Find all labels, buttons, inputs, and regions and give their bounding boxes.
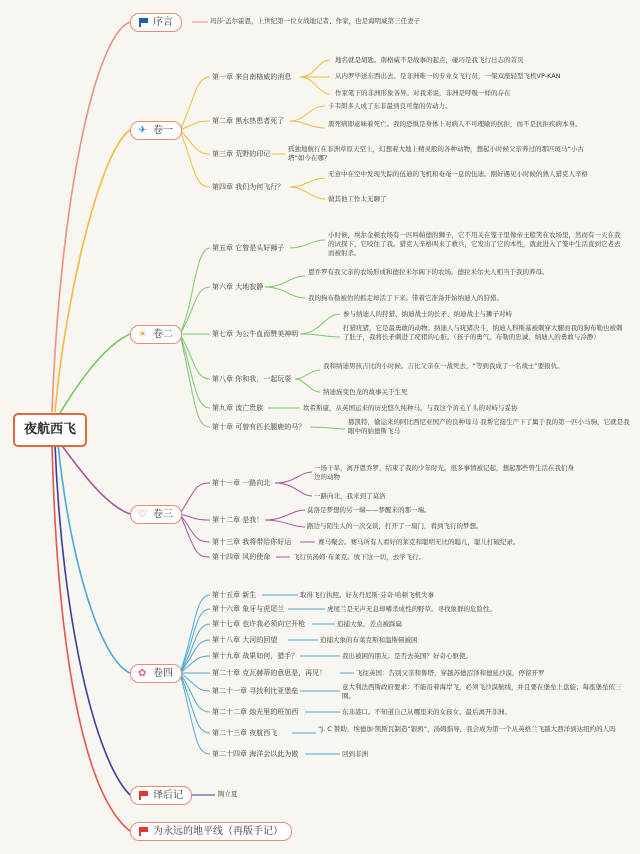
chapter-20[interactable]: 第二十章 克瓦赫蒂的意思是，再见！ [212,669,327,677]
afterword-note: 陶立夏 [218,790,238,798]
chapter-3-note-1: 孤独地航行在非洲草原天空上，幻想着大地上精灵般的各种动物，想起小时候父亲养过的那匹斑马“小古塔”如今在哪？ [288,145,584,162]
paper-plane-icon: ✈ [138,125,147,136]
chapter-23-note-1: “J. C 赞助，埃德加·凯斯瓦制造“银鸥”，汤姆指导，我会成为第一个从英格兰飞越大西洋到达纽约的人吗 [318,725,616,733]
volume-4-node[interactable] [130,664,182,683]
preface-label: 序言 [153,17,173,28]
chapter-9-note-1: 坎希斯康，从英国运来的历史悠久纯种马。与我这个黄毛丫头的对峙与妥协 [303,404,518,412]
volume-3-label: 卷三 [153,509,173,520]
chapter-6-note-2: 我的狗布勒被豹的抓走却活了下来。带着它准备开始纳迪人的狩猎。 [308,294,503,302]
chapter-4[interactable]: 第四章 我们为何飞行？ [212,183,285,191]
chapter-7-note-1: 参与纳迪人的狩猎、纳迪战士的长矛、纳迪战士与狮子对峙 [343,310,512,318]
chapter-4-note-1: 无意中在空中发现失踪的伍迪的飞机和奄奄一息的伍迪。刚好遇见小时候的熟人猎克人辛格 [328,170,588,178]
chapter-5[interactable]: 第五章 它曾是头好狮子 [212,244,285,252]
chapter-24-note-1: 回到非洲 [342,750,368,758]
chapter-1-note-2: 从内罗毕送东西出去。是非洲唯一的专业女飞行员，一架双座轻型飞机VP-KAN [335,72,561,80]
volume-3-node[interactable] [130,505,182,524]
chapter-6-note-1: 恩乔罗有我父亲的农场形成和德拉米尔阁下的农场。德拉米尔夫人相当于我的养母。 [308,268,549,276]
chapter-8[interactable]: 第八章 你和我，一起玩耍 [212,375,292,383]
root-title[interactable]: 夜航西飞 [13,413,87,447]
volume-2-label: 卷二 [153,329,173,340]
chapter-14[interactable]: 第十四章 风的使命 [212,553,271,561]
chapter-2[interactable]: 第二章 黑水热患者死了 [212,117,285,125]
chapter-10-note-1: 篡凯特，偷运来的阿比西尼亚国产的良种母马 我帮它接生产下了属于我的第一匹小马驹，它就是我眼中的始德斯飞马 [348,418,630,435]
chapter-14-note-1: 飞行员汤姆·布莱克。放下这一切，去学飞行。 [293,553,426,561]
chapter-5-note-1: 小时候，埃尔金顿农场有一匹叫帕德的狮子，它不用关在笼子里像帝王般笑在农场里，然而有一天在我的试探下，它咬住了我。猎克人辛格叫来了救兵，它发出了它的本性，就此进入了笼中生活直到它老去而被射杀。 [328,231,621,257]
flower-icon: ✿ [138,668,147,679]
chapter-11[interactable]: 第十一章 一路向北 [212,479,271,487]
chapter-17-note-1: 追捕大象，差点被踩扁 [337,620,402,628]
chapter-7-note-2: 打猎疣猪，它是最勇敢的动物。纳迪人与疣猪决斗，纳迪人科斯基被刺穿大腿而我的狗布勒也被刺了肚子，我将长矛刺进了疣猪的心脏。（孩子的勇气、布勒的忠诚、纳迪人的勇敢与冷静） [343,324,623,341]
preface-node[interactable] [130,13,182,32]
volume-2-node[interactable] [130,325,182,344]
heart-icon: ♡ [138,509,147,520]
chapter-16[interactable]: 第十六章 象牙与虎尾兰 [212,605,285,613]
chapter-18-note-1: 追捕大象的布莱克斯和温斯顿被困 [320,636,418,644]
chapter-15[interactable]: 第十五章 新生 [212,591,257,599]
chapter-10[interactable]: 第十章 可曾有匹长腿鹿的马？ [212,423,306,431]
chapter-1-note-1: 地名就是胡匙。南格威不是故事的起点，碰巧是我飞行日志的首页 [335,56,524,64]
chapter-12[interactable]: 第十二章 是我！ [212,516,264,524]
chapter-9[interactable]: 第九章 流亡贵族 [212,404,264,412]
chapter-12-note-2: 路边与陌生人的一次交谈，打开了一扇门，看到飞行的梦想。 [307,522,483,530]
volume-4-label: 卷四 [153,668,173,679]
volume-1-node[interactable] [130,121,182,140]
flag-icon [139,827,148,835]
chapter-21[interactable]: 第二十一章 寻找利比亚堡垒 [212,687,299,695]
preface-note: 玛莎·盖尔霍恩，上世纪第一位女战地记者、作家，也是海明威第三任妻子 [210,17,421,25]
chapter-16-note-1: 虎尾兰是无声无息却嗜杀成性的野草。寻找象群的危险性。 [327,605,496,613]
chapter-18[interactable]: 第十八章 大河的回望 [212,636,278,644]
chapter-24[interactable]: 第二十四章 海洋会以此为傲 [212,750,299,758]
chapter-15-note-1: 取得飞行执照。好友丹尼斯·芬奇·哈顿飞机失事 [300,591,435,599]
chapter-7[interactable]: 第七章 为公牛血而赞美神明 [212,330,299,338]
chapter-11-note-1: 一场干旱，离开恩乔罗，结束了我的少年时光。很多事情被记起，想起那些曾生活在我们身边的动物 [314,464,574,481]
flag-icon [139,18,148,26]
chapter-21-note-1: 意大利法西斯政府要求：不能沿着海岸飞，必须飞沙漠航线，并且要在堡垒上盘旋；每座堡垒依三圈。 [342,683,622,700]
chapter-22[interactable]: 第二十二章 烛光里的班加西 [212,708,299,716]
epilogue-label: 为永远的地平线（再版手记） [153,826,283,837]
chapter-12-note-1: 莫洛是梦想的另一端——梦醒来的那一端。 [307,506,431,514]
afterword-node[interactable] [130,786,192,805]
chapter-17[interactable]: 第十七章 也许我必须向它开枪 [212,620,306,628]
chapter-23[interactable]: 第二十三章 夜航西飞 [212,729,278,737]
chapter-1[interactable]: 第一章 来自南格威的消息 [212,73,292,81]
chapter-19[interactable]: 第十九章 战果如何，猎手？ [212,652,299,660]
chapter-3[interactable]: 第三章 荒野的印记 [212,150,271,158]
flag-icon [139,791,148,799]
chapter-8-note-2: 纳迪族变色龙的故事关于生死 [323,388,408,396]
chapter-1-note-3: 作家笔下的非洲形象各异。对我来说，非洲是呼吸一样的存在 [335,89,511,97]
sun-icon: ☀ [138,329,147,340]
epilogue-node[interactable] [130,822,292,841]
volume-1-label: 卷一 [153,125,173,136]
chapter-19-note-1: 我出被困的朋友。是否去英国？好奇心驱使。 [342,652,472,660]
chapter-4-note-2: 做其他工作太无聊了 [328,195,387,203]
chapter-13-note-1: 赛马聚会。赛马所有人看好的莱克和聪明无比的聪儿，聪儿打破纪录。 [318,538,520,546]
chapter-13[interactable]: 第十三章 我将带给你好运 [212,538,292,546]
chapter-11-note-2: 一路向北，我来到了莫洛 [314,492,386,500]
afterword-label: 译后记 [153,790,183,801]
chapter-2-note-1: 卡韦朗多人成了东非最到良可靠的劳动力。 [328,102,452,110]
chapter-20-note-1: 飞往英国：告别父亲和鲁塔，穿越苏德沼泽和德延沙漠，停留开罗 [356,669,545,677]
chapter-2-note-2: 黑死病即意味着死亡。我的恐惧是身体上对病人不可理喻的抗拒，而不是抗拒疾病本身。 [328,120,582,128]
chapter-8-note-1: 我和纳迪男孩吉比的小时候。吉比父亲在一战死去，“等到我成了一名战士”要报仇。 [323,362,564,370]
chapter-22-note-1: 东非港口。不知道自己从哪里来的女孩女。最后离开非洲。 [342,708,511,716]
chapter-6[interactable]: 第六章 大地寂静 [212,283,264,291]
